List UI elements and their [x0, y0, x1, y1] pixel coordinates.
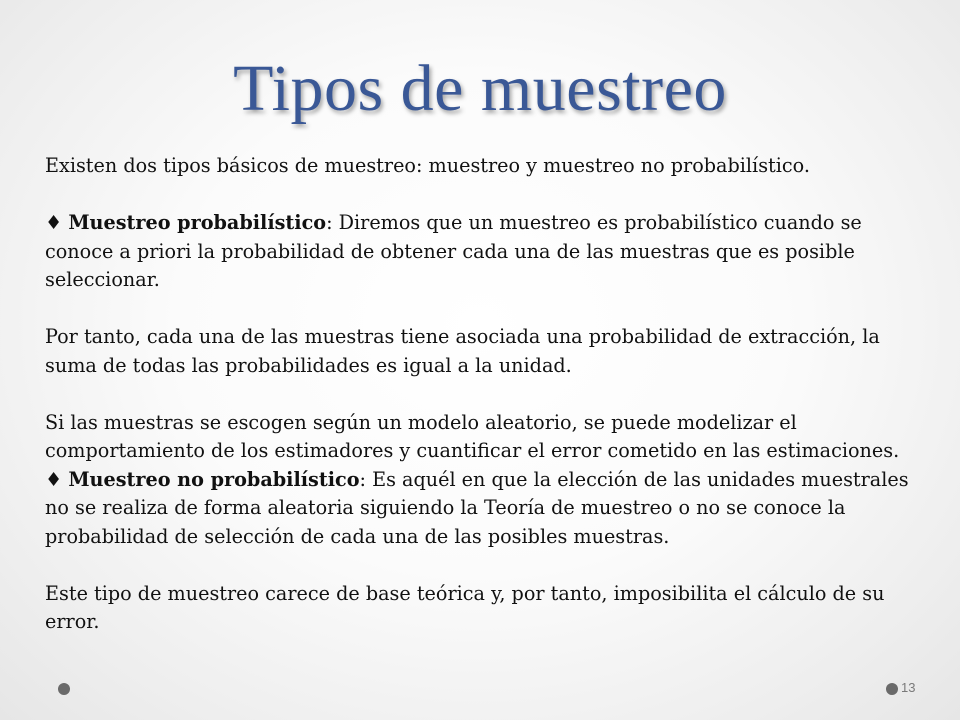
paragraph-gap [45, 295, 935, 324]
bullet-diamond-icon: ♦ [45, 467, 69, 491]
paragraph-gap [45, 380, 935, 409]
non-probabilistic-paragraph [45, 466, 935, 552]
probabilistic-definition: : Diremos que un muestreo es probabilístico cuando se conoce a priori la probabilidad de obtener cada una de las muestras que es posible seleccionar. [45, 211, 862, 291]
non-probabilistic-term: Muestreo no probabilístico [68, 467, 360, 491]
intro-paragraph: Existen dos tipos básicos de muestreo: muestreo y muestreo no probabilístico. [45, 154, 810, 177]
slide-title: Tipos de muestreo [233, 52, 727, 125]
footer-dot-left [58, 683, 70, 695]
slide-number: 13 [901, 680, 916, 695]
probabilistic-paragraph [45, 209, 935, 295]
probabilistic-term: Muestreo probabilístico [68, 211, 327, 234]
non-probabilistic-detail-paragraph: Este tipo de muestreo carece de base teórica y, por tanto, imposibilita el cálculo de su error. [45, 581, 885, 633]
paragraph-gap [45, 551, 935, 580]
non-probabilistic-definition: : Es aquél en que la elección de las unidades muestrales no se realiza de forma aleatoria siguiendo la Teoría de muestreo o no se conoce la probabilidad de selección de cada una de las posibles muestras. [45, 467, 909, 548]
bullet-diamond-icon: ♦ [45, 211, 69, 234]
slide-body [45, 152, 935, 637]
probabilistic-detail-paragraph: Por tanto, cada una de las muestras tiene asociada una probabilidad de extracción, la suma de todas las probabilidades es igual a la unidad. [45, 325, 880, 377]
probabilistic-model-paragraph: Si las muestras se escogen según un modelo aleatorio, se puede modelizar el comportamiento de los estimadores y cuantificar el error cometido en las estimaciones. [45, 410, 900, 462]
paragraph-gap [45, 181, 935, 210]
footer-dot-right [886, 683, 898, 695]
